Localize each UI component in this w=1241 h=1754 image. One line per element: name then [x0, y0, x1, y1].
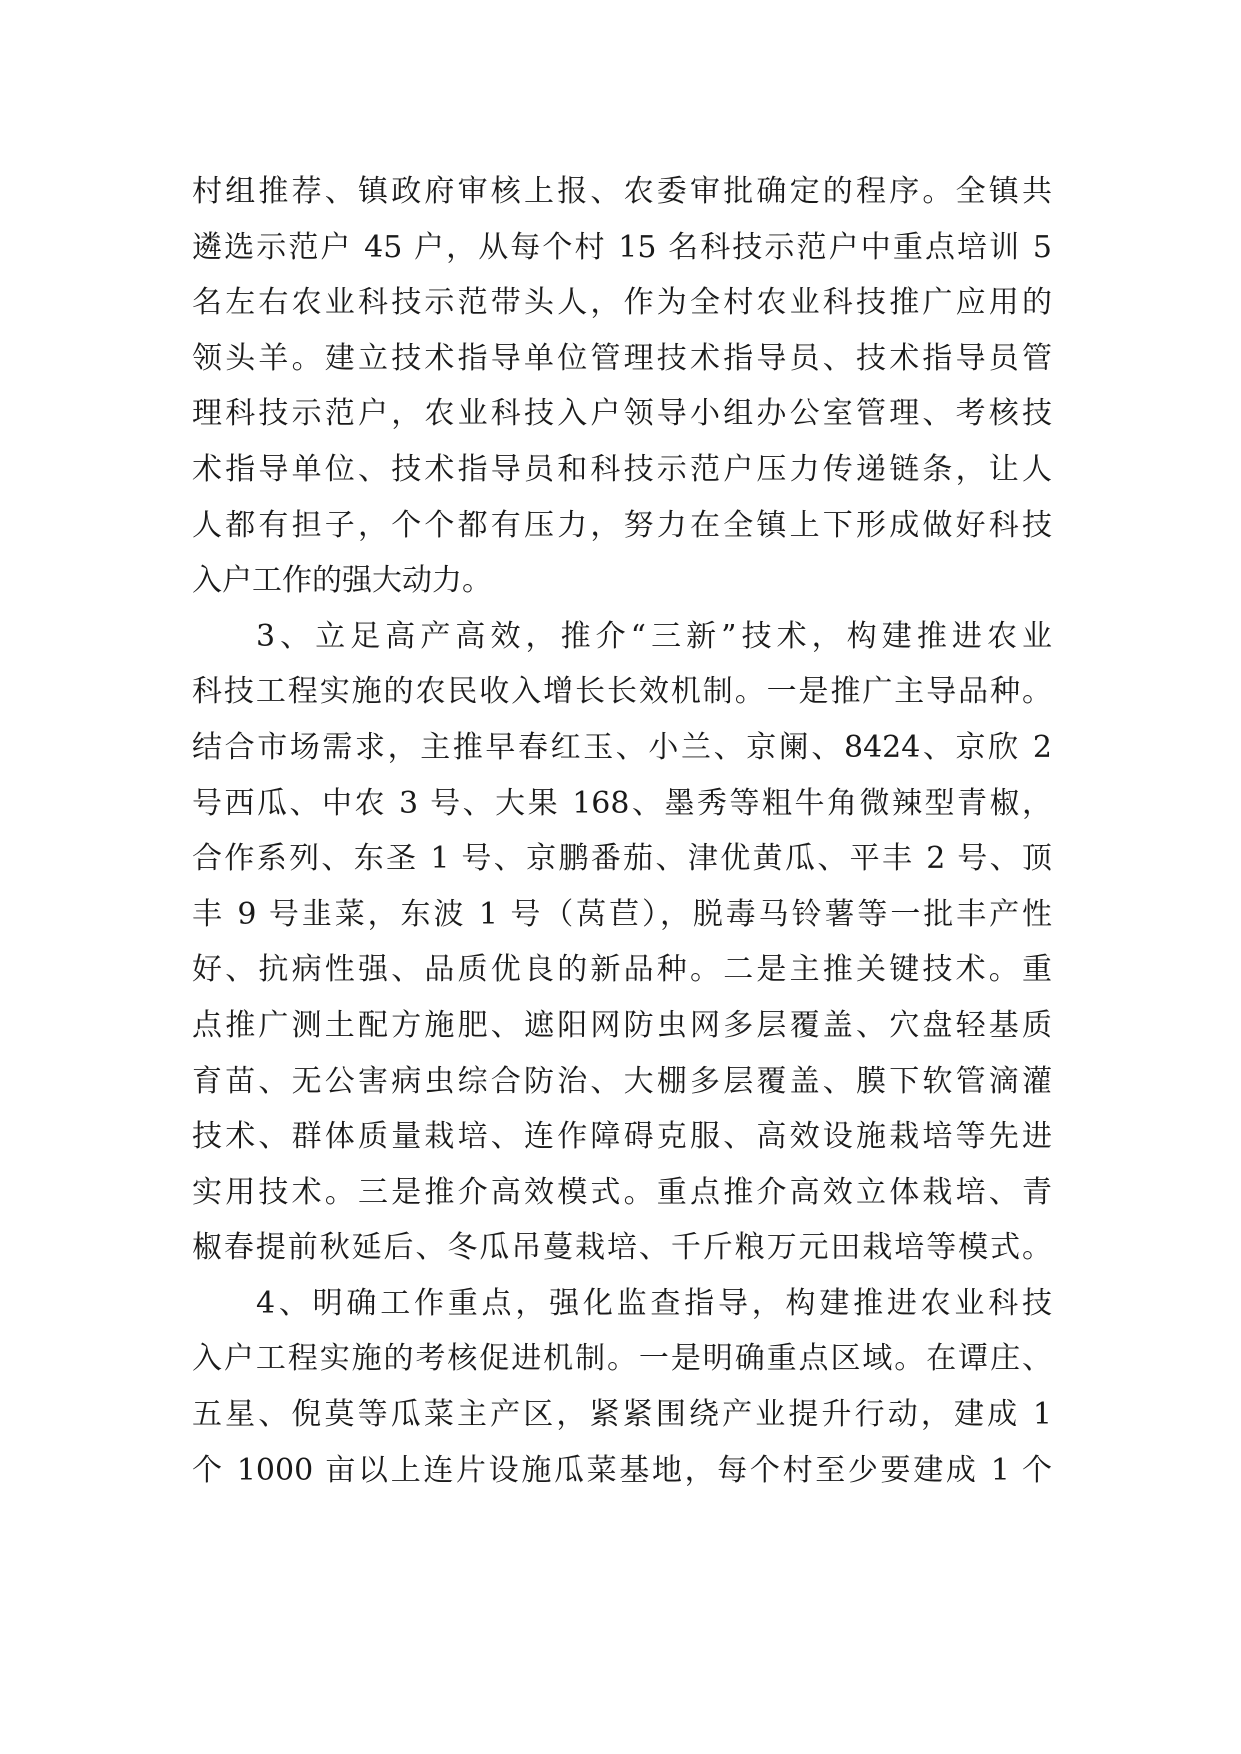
- paragraph-4-first-line: 4、明确工作重点，强化监查指导，构建推进农业科技: [256, 1285, 1052, 1321]
- text-line: 名左右农业科技示范带头人，作为全村农业科技推广应用的: [192, 285, 1052, 321]
- text-line: 结合市场需求，主推早春红玉、小兰、京阑、8424、京欣 2: [192, 729, 1052, 765]
- text-line: 号西瓜、中农 3 号、大果 168、墨秀等粗牛角微辣型青椒，: [192, 785, 1052, 821]
- text-line: 理科技示范户，农业科技入户领导小组办公室管理、考核技: [192, 396, 1052, 432]
- text-line: 育苗、无公害病虫综合防治、大棚多层覆盖、膜下软管滴灌: [192, 1063, 1052, 1099]
- text-line: 领头羊。建立技术指导单位管理技术指导员、技术指导员管: [192, 340, 1052, 376]
- text-line: 丰 9 号韭菜，东波 1 号（莴苣），脱毒马铃薯等一批丰产性: [192, 896, 1052, 932]
- text-line: 实用技术。三是推介高效模式。重点推介高效立体栽培、青: [192, 1174, 1052, 1210]
- paragraph-3-first-line: 3、立足高产高效，推介“三新”技术，构建推进农业: [256, 618, 1052, 654]
- text-line: 科技工程实施的农民收入增长长效机制。一是推广主导品种。: [192, 674, 1052, 710]
- text-line: 人都有担子，个个都有压力，努力在全镇上下形成做好科技: [192, 507, 1052, 543]
- text-line: 椒春提前秋延后、冬瓜吊蔓栽培、千斤粮万元田栽培等模式。: [192, 1230, 1052, 1266]
- text-line: 遴选示范户 45 户，从每个村 15 名科技示范户中重点培训 5: [192, 229, 1052, 265]
- text-line: 点推广测土配方施肥、遮阳网防虫网多层覆盖、穴盘轻基质: [192, 1007, 1052, 1043]
- text-line: 村组推荐、镇政府审核上报、农委审批确定的程序。全镇共: [192, 174, 1052, 209]
- text-line: 五星、倪莫等瓜菜主产区，紧紧围绕产业提升行动，建成 1: [192, 1397, 1052, 1433]
- text-line: 入户工作的强大动力。: [192, 563, 492, 599]
- text-line: 入户工程实施的考核促进机制。一是明确重点区域。在谭庄、: [192, 1341, 1052, 1377]
- text-line: 合作系列、东圣 1 号、京鹏番茄、津优黄瓜、平丰 2 号、顶: [192, 841, 1052, 877]
- text-line: 好、抗病性强、品质优良的新品种。二是主推关键技术。重: [192, 952, 1052, 988]
- text-line: 术指导单位、技术指导员和科技示范户压力传递链条，让人: [192, 451, 1052, 487]
- body-text: [192, 164, 1052, 1498]
- text-line: 个 1000 亩以上连片设施瓜菜基地，每个村至少要建成 1 个: [192, 1452, 1052, 1488]
- text-line: 技术、群体质量栽培、连作障碍克服、高效设施栽培等先进: [192, 1119, 1052, 1155]
